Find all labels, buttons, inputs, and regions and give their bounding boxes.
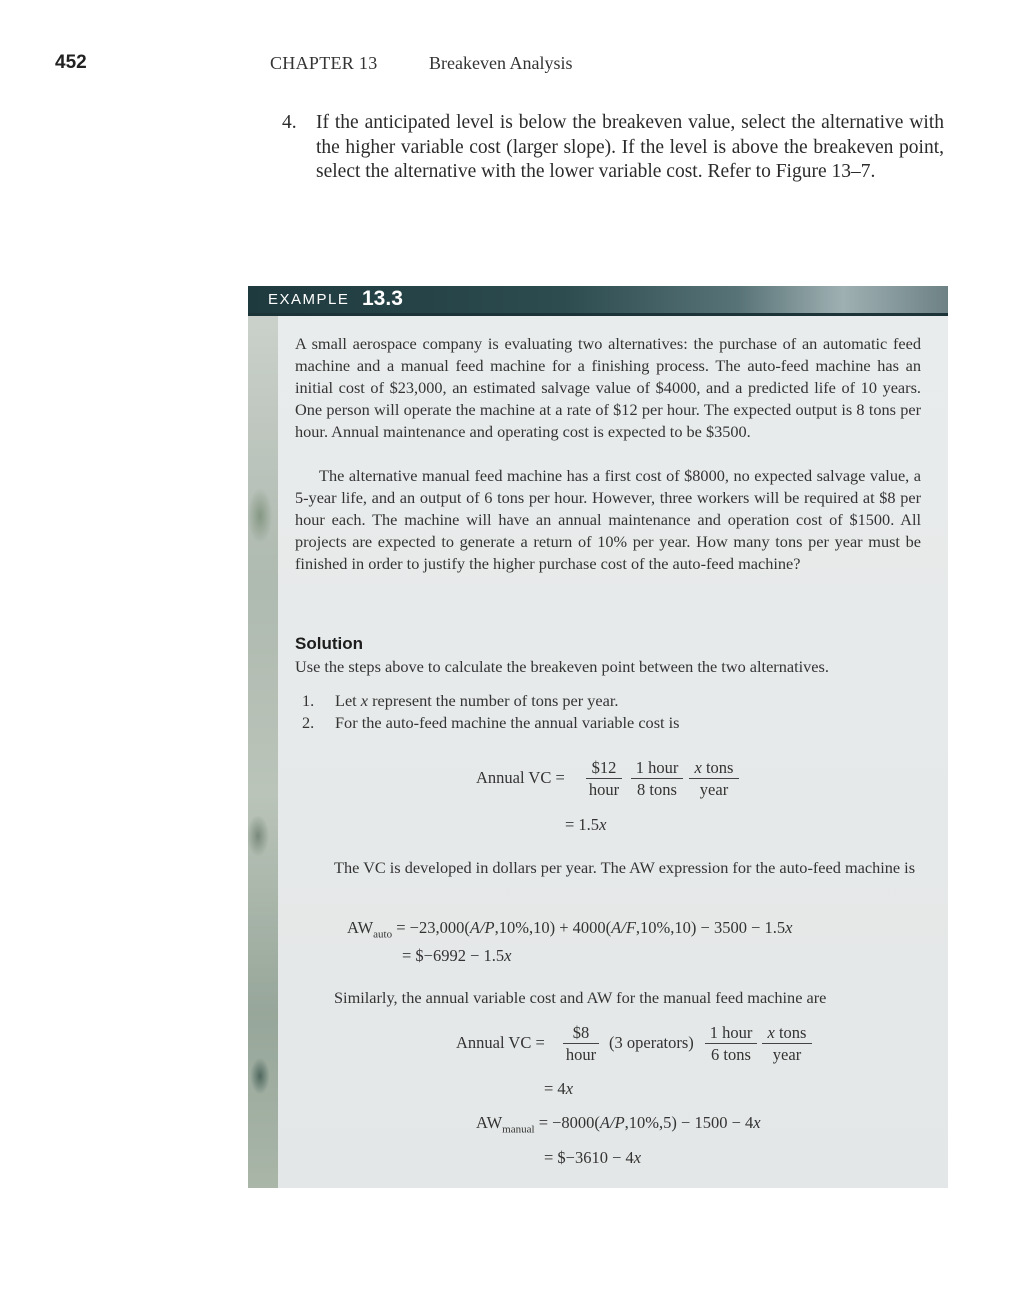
eq-text: = $−3610 − 4 — [544, 1148, 634, 1167]
example-header-bar — [248, 286, 948, 315]
chapter-label: CHAPTER 13 — [270, 53, 378, 73]
variable-x: x — [599, 815, 607, 834]
variable-x: x — [565, 1079, 574, 1098]
fraction-denominator: year — [772, 1045, 802, 1064]
variable-x: x — [767, 1023, 775, 1042]
decorative-side-strip — [248, 316, 278, 1188]
fraction-denominator: hour — [588, 780, 620, 799]
variable-x: x — [360, 691, 368, 710]
fraction-denominator: hour — [565, 1045, 597, 1064]
subscript: auto — [373, 928, 393, 941]
eq1-lhs: Annual VC = — [476, 768, 565, 787]
step-number: 2. — [302, 713, 315, 732]
solution-intro: Use the steps above to calculate the breakeven point between the two alternatives. — [295, 657, 829, 676]
variable-x: x — [633, 1148, 642, 1167]
fraction-numerator: 1 hour — [631, 757, 683, 779]
fraction-denominator: 6 tons — [711, 1045, 751, 1064]
step-text-part: Let — [335, 691, 361, 710]
step-number: 1. — [302, 691, 315, 710]
example-header-rule — [248, 313, 948, 316]
eq-text: ,10%,5) − 1500 − 4 — [624, 1113, 754, 1132]
eq3-result — [544, 1079, 573, 1099]
factor-symbol: A/P — [599, 1113, 625, 1132]
step-4-text: If the anticipated level is below the breakeven value, select the alternative with the higher variable cost (larger slope). If the level is above the breakeven point, select the alternative with the lower variable cost. Refer to Figure 13–7. — [316, 112, 944, 182]
eq1-fraction-2 — [631, 757, 683, 801]
eq-text: = 1.5 — [565, 815, 600, 834]
subscript: manual — [502, 1123, 535, 1136]
eq-text: = −23,000( — [392, 918, 470, 937]
fraction-numerator: $12 — [586, 757, 622, 779]
eq-text: ,10%,10) − 3500 − 1.5 — [635, 918, 786, 937]
variable-x: x — [785, 918, 793, 937]
step-text-part: represent the number of tons per year. — [368, 691, 619, 710]
eq1-result — [565, 815, 606, 835]
example-paragraph-1: A small aerospace company is evaluating two alternatives: the purchase of an automatic feed machine and a manual feed machine for a finishing process. The auto-feed machine has an initial cost of $23,000, an estimated salvage value of $4000, and a predicted life of 10 years. One person will operate the machine at a rate of $12 per hour. The expected output is 8 tons per hour. Annual maintenance and operating cost is expected to be $3500. — [295, 334, 921, 441]
factor-symbol: A/F — [611, 918, 636, 937]
chapter-title: Breakeven Analysis — [429, 53, 573, 73]
variable-x: x — [504, 946, 512, 965]
page-number: 452 — [55, 52, 87, 73]
eq-text: AW — [476, 1113, 503, 1132]
variable-x: x — [694, 758, 702, 777]
solution-heading: Solution — [295, 634, 363, 653]
solution-paragraph-4: Similarly, the annual variable cost and AW for the manual feed machine are — [334, 988, 827, 1007]
eq-text: = −8000( — [534, 1113, 600, 1132]
eq-text: = 4 — [544, 1079, 566, 1098]
fraction-denominator: year — [699, 780, 729, 799]
example-label: EXAMPLE — [268, 291, 350, 308]
eq3-fraction-1 — [563, 1022, 599, 1066]
fraction-numerator: 1 hour — [705, 1022, 757, 1044]
eq4-line-1 — [476, 1113, 761, 1135]
eq3-lhs: Annual VC = — [456, 1033, 545, 1052]
factor-symbol: A/P — [469, 918, 495, 937]
fraction-numerator: tons — [701, 758, 734, 777]
fraction-numerator: $8 — [563, 1022, 599, 1044]
eq1-fraction-1 — [586, 757, 622, 801]
step-text: For the auto-feed machine the annual variable cost is — [335, 713, 680, 732]
step-4-item — [282, 111, 944, 185]
fraction-denominator: 8 tons — [637, 780, 677, 799]
eq-text: AW — [347, 918, 374, 937]
eq1-fraction-3 — [689, 757, 739, 801]
solution-paragraph-3: The VC is developed in dollars per year. The AW expression for the auto-feed machine is — [334, 858, 916, 877]
eq2-line-1 — [347, 918, 792, 940]
eq-text: = $−6992 − 1.5 — [402, 946, 505, 965]
example-paragraph-2: The alternative manual feed machine has a first cost of $8000, no expected salvage value, a 5-year life, and an output of 6 tons per hour. However, three workers will be required at $8 per hour each. The machine will have an annual maintenance and operation cost of $1500. All projects are expected to generate a return of 10% per year. How many tons per year must be finished in order to justify the higher purchase cost of the auto-feed machine? — [295, 466, 921, 573]
fraction-numerator: tons — [774, 1023, 807, 1042]
eq3-operators: (3 operators) — [609, 1033, 694, 1052]
eq2-line-2 — [402, 946, 512, 966]
step-text — [335, 691, 618, 711]
variable-x: x — [753, 1113, 761, 1132]
eq-text: ,10%,10) + 4000( — [494, 918, 612, 937]
step-4-number: 4. — [282, 112, 297, 133]
eq4-line-2 — [544, 1148, 641, 1168]
eq3-fraction-2 — [705, 1022, 757, 1066]
example-number: 13.3 — [362, 287, 403, 310]
eq3-fraction-3 — [762, 1022, 812, 1066]
